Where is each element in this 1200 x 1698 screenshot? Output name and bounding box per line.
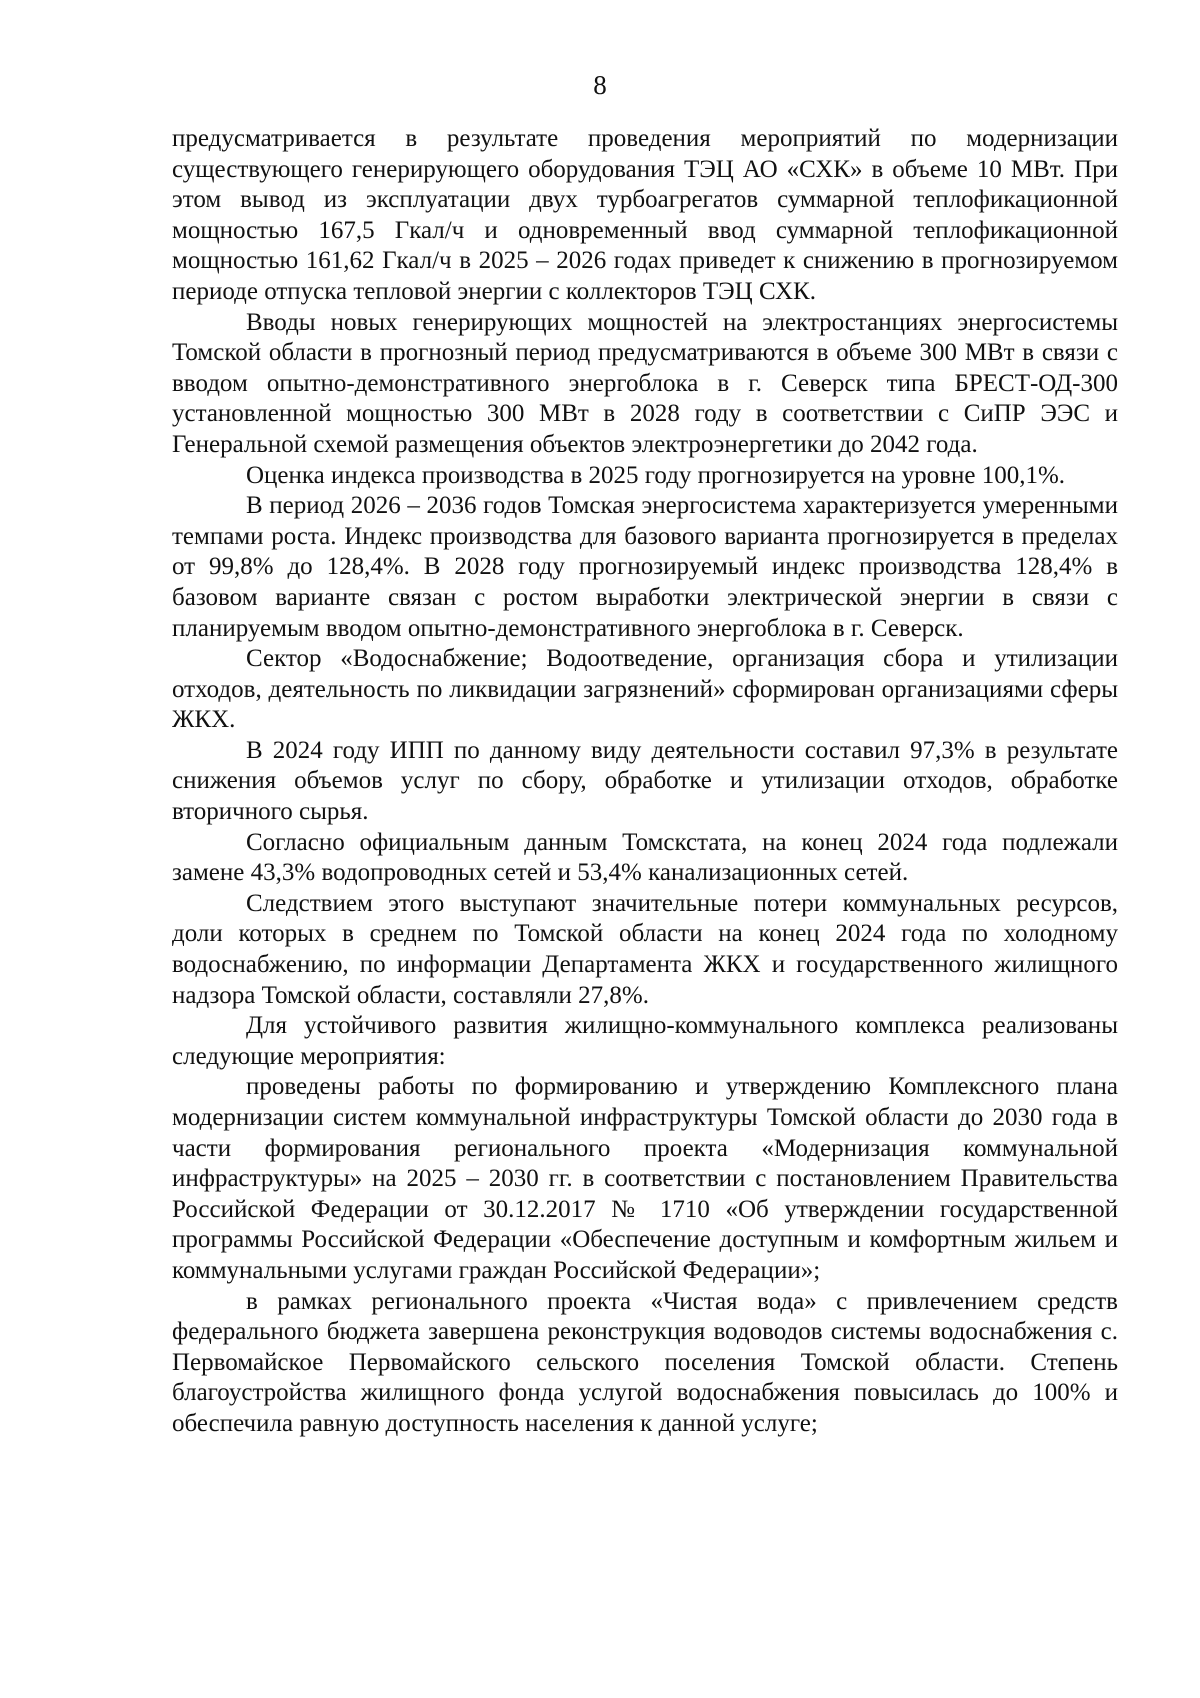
paragraph: В 2024 году ИПП по данному виду деятельности составил 97,3% в результате снижения объемов услуг по сбору, обработке и утилизации отходов, обработке вторичного сырья. <box>172 736 1118 826</box>
paragraph: проведены работы по формированию и утверждению Комплексного плана модернизации систем коммунальной инфраструктуры Томской области до 2030 года в части формирования регионального проекта «Модернизация коммунальной инфраструктуры» на 2025 – 2030 гг. в соответствии с постановлением Правительства Российской Федерации от 30.12.2017 № 1710 «Об утверждении государственной программы Российской Федерации «Обеспечение доступным и комфортным жильем и коммунальными услугами граждан Российской Федерации»; <box>172 1073 1118 1284</box>
paragraph: предусматривается в результате проведения мероприятий по модернизации существующего генерирующего оборудования ТЭЦ АО «СХК» в объеме 10 МВт. При этом вывод из эксплуатации двух турбоагрегатов суммарной теплофикационной мощностью 167,5 Гкал/ч и одновременный ввод суммарной теплофикационной мощностью 161,62 Гкал/ч в 2025 – 2026 годах приведет к снижению в прогнозируемом периоде отпуска тепловой энергии с коллекторов ТЭЦ СХК. <box>172 125 1118 305</box>
paragraph: Вводы новых генерирующих мощностей на электростанциях энергосистемы Томской области в прогнозный период предусматриваются в объеме 300 МВт в связи с вводом опытно-демонстративного энергоблока в г. Северск типа БРЕСТ-ОД-300 установленной мощностью 300 МВт в 2028 году в соответствии с СиПР ЭЭС и Генеральной схемой размещения объектов электроэнергетики до 2042 года. <box>172 308 1118 458</box>
paragraph: В период 2026 – 2036 годов Томская энергосистема характеризуется умеренными темпами роста. Индекс производства для базового варианта прогнозируется в пределах от 99,8% до 128,4%. В 2028 году прогнозируемый индекс производства 128,4% в базовом варианте связан с ростом выработки электрической энергии в связи с планируемым вводом опытно-демонстративного энергоблока в г. Северск. <box>172 492 1118 642</box>
paragraph: Согласно официальным данным Томскстата, на конец 2024 года подлежали замене 43,3% водопроводных сетей и 53,4% канализационных сетей. <box>172 828 1118 887</box>
paragraph: Оценка индекса производства в 2025 году прогнозируется на уровне 100,1%. <box>246 461 1066 489</box>
paragraph: в рамках регионального проекта «Чистая вода» с привлечением средств федерального бюджета завершена реконструкция водоводов системы водоснабжения с. Первомайское Первомайского сельского поселения Томской области. Степень благоустройства жилищного фонда услугой водоснабжения повысилась до 100% и обеспечила равную доступность населения к данной услуге; <box>172 1287 1118 1437</box>
document-body <box>172 124 1118 1440</box>
page-number: 8 <box>593 70 607 100</box>
paragraph: Для устойчивого развития жилищно-коммунального комплекса реализованы следующие мероприятия: <box>172 1012 1118 1070</box>
paragraph: Следствием этого выступают значительные потери коммунальных ресурсов, доли которых в среднем по Томской области на конец 2024 года по холодному водоснабжению, по информации Департамента ЖКХ и государственного жилищного надзора Томской области, составляли 27,8%. <box>172 889 1118 1009</box>
paragraph: Сектор «Водоснабжение; Водоотведение, организация сбора и утилизации отходов, деятельность по ликвидации загрязнений» сформирован организациями сферы ЖКХ. <box>172 645 1118 734</box>
